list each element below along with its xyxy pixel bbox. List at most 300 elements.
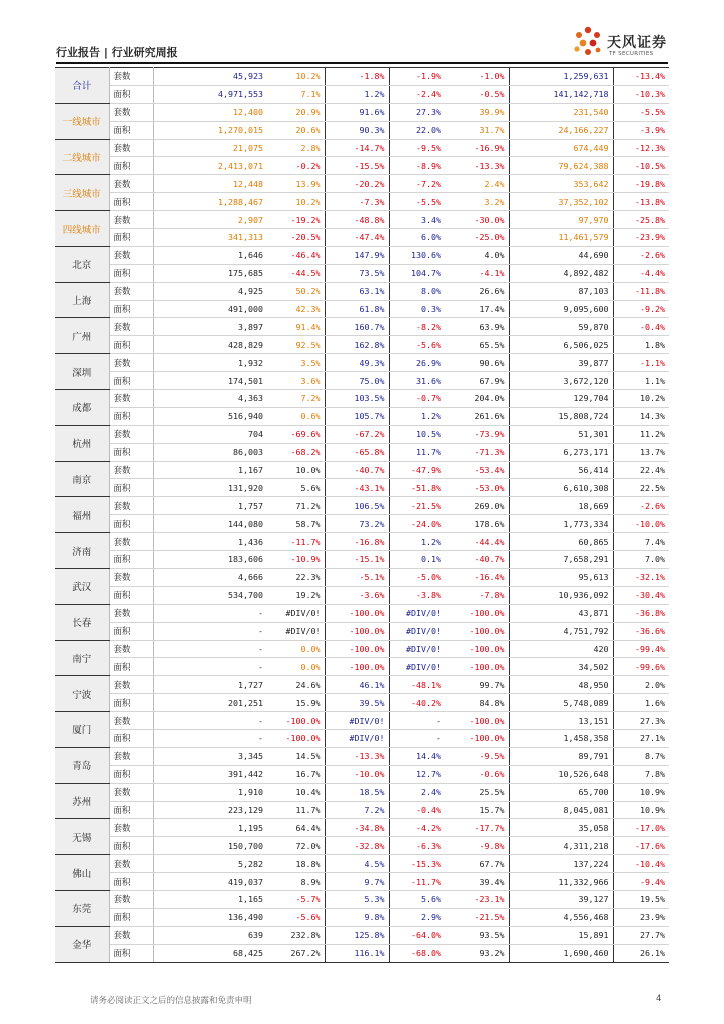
value-cell-v1: 136,490 — [153, 908, 267, 926]
value-cell-v1: 534,700 — [153, 586, 267, 604]
value-cell-v6: 4,556,468 — [509, 908, 613, 926]
logo-mark-icon — [570, 24, 606, 60]
value-cell-v4: -9.5% — [389, 139, 445, 157]
value-cell-v5: -44.4% — [445, 533, 509, 551]
metric-type-cell: 套数 — [109, 139, 153, 157]
value-cell-v3: 9.7% — [325, 873, 389, 891]
value-cell-v6: 39,127 — [509, 890, 613, 908]
value-cell-v5: 67.7% — [445, 855, 509, 873]
value-cell-v1: 1,646 — [153, 246, 267, 264]
value-cell-v5: 63.9% — [445, 318, 509, 336]
metric-type-cell: 套数 — [109, 497, 153, 515]
metric-type-cell: 套数 — [109, 282, 153, 300]
value-cell-v1: 1,165 — [153, 890, 267, 908]
value-cell-v5: 2.4% — [445, 175, 509, 193]
value-cell-v5: 65.5% — [445, 336, 509, 354]
table-row — [55, 819, 669, 837]
value-cell-v2: 0.0% — [267, 658, 325, 676]
value-cell-v6: 1,259,631 — [509, 68, 613, 86]
value-cell-v7: 14.3% — [613, 407, 669, 425]
table-row — [55, 264, 669, 282]
value-cell-v7: -17.6% — [613, 837, 669, 855]
value-cell-v7: -25.8% — [613, 211, 669, 229]
value-cell-v6: 15,808,724 — [509, 407, 613, 425]
value-cell-v4: 1.2% — [389, 407, 445, 425]
metric-type-cell: 套数 — [109, 211, 153, 229]
value-cell-v1: 144,080 — [153, 515, 267, 533]
metric-type-cell: 面积 — [109, 407, 153, 425]
value-cell-v2: 3.5% — [267, 354, 325, 372]
value-cell-v5: -17.7% — [445, 819, 509, 837]
value-cell-v1: 516,940 — [153, 407, 267, 425]
value-cell-v6: 129,704 — [509, 390, 613, 408]
value-cell-v6: 3,672,120 — [509, 372, 613, 390]
table-row — [55, 747, 669, 765]
value-cell-v4: 26.9% — [389, 354, 445, 372]
table-row — [55, 497, 669, 515]
value-cell-v6: 65,700 — [509, 783, 613, 801]
value-cell-v2: 267.2% — [267, 944, 325, 962]
value-cell-v2: 10.2% — [267, 193, 325, 211]
value-cell-v6: 43,871 — [509, 604, 613, 622]
value-cell-v4: 130.6% — [389, 246, 445, 264]
value-cell-v6: 89,791 — [509, 747, 613, 765]
value-cell-v7: -17.0% — [613, 819, 669, 837]
value-cell-v4: 11.7% — [389, 443, 445, 461]
value-cell-v4: 8.0% — [389, 282, 445, 300]
city-name-cell: 佛山 — [55, 855, 109, 891]
value-cell-v2: 92.5% — [267, 336, 325, 354]
value-cell-v5: -16.4% — [445, 568, 509, 586]
header-divider — [56, 62, 668, 64]
value-cell-v7: -13.4% — [613, 68, 669, 86]
value-cell-v7: 22.4% — [613, 461, 669, 479]
value-cell-v1: 2,907 — [153, 211, 267, 229]
value-cell-v3: 75.0% — [325, 372, 389, 390]
value-cell-v1: 1,288,467 — [153, 193, 267, 211]
value-cell-v2: -11.7% — [267, 533, 325, 551]
value-cell-v5: -4.1% — [445, 264, 509, 282]
report-title: 行业报告 | 行业研究周报 — [56, 46, 178, 59]
value-cell-v2: 10.4% — [267, 783, 325, 801]
table-row — [55, 801, 669, 819]
value-cell-v2: 0.6% — [267, 407, 325, 425]
city-name-cell: 广州 — [55, 318, 109, 354]
value-cell-v5: -100.0% — [445, 712, 509, 730]
value-cell-v5: 204.0% — [445, 390, 509, 408]
table-row — [55, 443, 669, 461]
value-cell-v7: 11.2% — [613, 425, 669, 443]
value-cell-v1: 4,925 — [153, 282, 267, 300]
value-cell-v3: -15.1% — [325, 551, 389, 569]
value-cell-v3: 106.5% — [325, 497, 389, 515]
value-cell-v5: -0.5% — [445, 85, 509, 103]
value-cell-v7: 19.5% — [613, 890, 669, 908]
metric-type-cell: 面积 — [109, 193, 153, 211]
value-cell-v1: 131,920 — [153, 479, 267, 497]
value-cell-v5: -71.3% — [445, 443, 509, 461]
value-cell-v1: 1,727 — [153, 676, 267, 694]
value-cell-v2: 5.6% — [267, 479, 325, 497]
value-cell-v2: 13.9% — [267, 175, 325, 193]
metric-type-cell: 面积 — [109, 515, 153, 533]
value-cell-v3: 18.5% — [325, 783, 389, 801]
value-cell-v4: -21.5% — [389, 497, 445, 515]
value-cell-v5: -21.5% — [445, 908, 509, 926]
metric-type-cell: 套数 — [109, 318, 153, 336]
city-name-cell: 济南 — [55, 533, 109, 569]
value-cell-v3: 7.2% — [325, 801, 389, 819]
metric-type-cell: 面积 — [109, 801, 153, 819]
value-cell-v7: -23.9% — [613, 229, 669, 247]
metric-type-cell: 套数 — [109, 568, 153, 586]
value-cell-v2: 11.7% — [267, 801, 325, 819]
value-cell-v2: 18.8% — [267, 855, 325, 873]
value-cell-v1: 4,363 — [153, 390, 267, 408]
table-row — [55, 515, 669, 533]
value-cell-v4: 104.7% — [389, 264, 445, 282]
value-cell-v5: 90.6% — [445, 354, 509, 372]
value-cell-v7: 10.9% — [613, 801, 669, 819]
table-row — [55, 103, 669, 121]
value-cell-v2: -68.2% — [267, 443, 325, 461]
city-name-cell: 东莞 — [55, 890, 109, 926]
value-cell-v4: 14.4% — [389, 747, 445, 765]
table-row — [55, 425, 669, 443]
value-cell-v6: 8,045,081 — [509, 801, 613, 819]
value-cell-v6: 1,458,358 — [509, 729, 613, 747]
value-cell-v6: 60,865 — [509, 533, 613, 551]
value-cell-v2: 71.2% — [267, 497, 325, 515]
city-name-cell: 深圳 — [55, 354, 109, 390]
value-cell-v6: 37,352,102 — [509, 193, 613, 211]
value-cell-v4: 5.6% — [389, 890, 445, 908]
value-cell-v2: #DIV/0! — [267, 622, 325, 640]
city-name-cell: 宁波 — [55, 676, 109, 712]
value-cell-v3: -43.1% — [325, 479, 389, 497]
value-cell-v4: -7.2% — [389, 175, 445, 193]
value-cell-v7: 7.8% — [613, 765, 669, 783]
value-cell-v4: -8.2% — [389, 318, 445, 336]
value-cell-v3: -67.2% — [325, 425, 389, 443]
value-cell-v3: 73.5% — [325, 264, 389, 282]
table-row — [55, 175, 669, 193]
value-cell-v5: -53.0% — [445, 479, 509, 497]
value-cell-v6: 51,301 — [509, 425, 613, 443]
value-cell-v7: -30.4% — [613, 586, 669, 604]
value-cell-v2: -0.2% — [267, 157, 325, 175]
value-cell-v4: -47.9% — [389, 461, 445, 479]
table-row — [55, 551, 669, 569]
value-cell-v5: -100.0% — [445, 640, 509, 658]
value-cell-v1: 175,685 — [153, 264, 267, 282]
value-cell-v2: -100.0% — [267, 712, 325, 730]
value-cell-v2: -5.7% — [267, 890, 325, 908]
value-cell-v4: -2.4% — [389, 85, 445, 103]
value-cell-v1: 3,345 — [153, 747, 267, 765]
value-cell-v6: 1,773,334 — [509, 515, 613, 533]
table-row — [55, 372, 669, 390]
value-cell-v4: 0.3% — [389, 300, 445, 318]
value-cell-v1: 1,757 — [153, 497, 267, 515]
metric-type-cell: 套数 — [109, 819, 153, 837]
value-cell-v2: 72.0% — [267, 837, 325, 855]
value-cell-v6: 6,506,025 — [509, 336, 613, 354]
table-row — [55, 85, 669, 103]
value-cell-v3: -10.0% — [325, 765, 389, 783]
value-cell-v7: 8.7% — [613, 747, 669, 765]
city-name-cell: 武汉 — [55, 568, 109, 604]
value-cell-v6: 24,166,227 — [509, 121, 613, 139]
value-cell-v6: 13,151 — [509, 712, 613, 730]
value-cell-v3: 63.1% — [325, 282, 389, 300]
value-cell-v1: - — [153, 622, 267, 640]
value-cell-v3: -16.8% — [325, 533, 389, 551]
value-cell-v6: 9,095,600 — [509, 300, 613, 318]
value-cell-v4: -3.8% — [389, 586, 445, 604]
value-cell-v5: 84.8% — [445, 694, 509, 712]
value-cell-v1: 21,075 — [153, 139, 267, 157]
value-cell-v7: -9.4% — [613, 873, 669, 891]
value-cell-v2: -19.2% — [267, 211, 325, 229]
value-cell-v3: -47.4% — [325, 229, 389, 247]
value-cell-v6: 11,332,966 — [509, 873, 613, 891]
value-cell-v5: -100.0% — [445, 729, 509, 747]
value-cell-v4: 1.2% — [389, 533, 445, 551]
metric-type-cell: 面积 — [109, 336, 153, 354]
value-cell-v7: -1.1% — [613, 354, 669, 372]
value-cell-v4: #DIV/0! — [389, 622, 445, 640]
value-cell-v7: 1.6% — [613, 694, 669, 712]
value-cell-v3: 162.8% — [325, 336, 389, 354]
value-cell-v7: -10.4% — [613, 855, 669, 873]
value-cell-v4: #DIV/0! — [389, 640, 445, 658]
value-cell-v2: 22.3% — [267, 568, 325, 586]
value-cell-v3: -100.0% — [325, 658, 389, 676]
value-cell-v7: 27.1% — [613, 729, 669, 747]
value-cell-v2: 7.1% — [267, 85, 325, 103]
footer-disclaimer: 请务必阅读正文之后的信息披露和免责申明 — [90, 996, 252, 1006]
value-cell-v2: 24.6% — [267, 676, 325, 694]
value-cell-v6: 97,970 — [509, 211, 613, 229]
city-name-cell: 上海 — [55, 282, 109, 318]
value-cell-v4: -4.2% — [389, 819, 445, 837]
table-row — [55, 729, 669, 747]
page-number: 4 — [656, 994, 662, 1004]
metric-type-cell: 套数 — [109, 246, 153, 264]
value-cell-v2: 50.2% — [267, 282, 325, 300]
table-row — [55, 568, 669, 586]
value-cell-v1: 223,129 — [153, 801, 267, 819]
value-cell-v6: 34,502 — [509, 658, 613, 676]
value-cell-v3: 103.5% — [325, 390, 389, 408]
value-cell-v6: 4,892,482 — [509, 264, 613, 282]
city-name-cell: 苏州 — [55, 783, 109, 819]
table-row — [55, 586, 669, 604]
value-cell-v6: 11,461,579 — [509, 229, 613, 247]
value-cell-v6: 87,103 — [509, 282, 613, 300]
metric-type-cell: 面积 — [109, 622, 153, 640]
city-name-cell: 福州 — [55, 497, 109, 533]
value-cell-v4: -8.9% — [389, 157, 445, 175]
value-cell-v6: 10,526,648 — [509, 765, 613, 783]
city-name-cell: 厦门 — [55, 712, 109, 748]
value-cell-v1: 4,971,553 — [153, 85, 267, 103]
value-cell-v6: 79,624,388 — [509, 157, 613, 175]
value-cell-v6: 15,891 — [509, 926, 613, 944]
value-cell-v3: 1.2% — [325, 85, 389, 103]
value-cell-v1: 1,270,015 — [153, 121, 267, 139]
value-cell-v7: -32.1% — [613, 568, 669, 586]
value-cell-v1: 1,436 — [153, 533, 267, 551]
value-cell-v7: 7.0% — [613, 551, 669, 569]
value-cell-v7: 13.7% — [613, 443, 669, 461]
value-cell-v5: 269.0% — [445, 497, 509, 515]
value-cell-v6: 39,877 — [509, 354, 613, 372]
value-cell-v5: -0.6% — [445, 765, 509, 783]
value-cell-v4: -1.9% — [389, 68, 445, 86]
value-cell-v2: 10.2% — [267, 68, 325, 86]
value-cell-v7: 10.9% — [613, 783, 669, 801]
value-cell-v3: 160.7% — [325, 318, 389, 336]
value-cell-v6: 4,751,792 — [509, 622, 613, 640]
value-cell-v3: 46.1% — [325, 676, 389, 694]
value-cell-v4: 31.6% — [389, 372, 445, 390]
table-row — [55, 354, 669, 372]
value-cell-v4: -0.7% — [389, 390, 445, 408]
table-row — [55, 68, 669, 86]
table-row — [55, 658, 669, 676]
value-cell-v6: 44,690 — [509, 246, 613, 264]
value-cell-v4: -15.3% — [389, 855, 445, 873]
metric-type-cell: 面积 — [109, 586, 153, 604]
table-row — [55, 390, 669, 408]
value-cell-v2: -46.4% — [267, 246, 325, 264]
value-cell-v1: 183,606 — [153, 551, 267, 569]
value-cell-v6: 10,936,092 — [509, 586, 613, 604]
value-cell-v4: 2.9% — [389, 908, 445, 926]
value-cell-v3: -65.8% — [325, 443, 389, 461]
value-cell-v1: 491,000 — [153, 300, 267, 318]
value-cell-v5: -9.5% — [445, 747, 509, 765]
value-cell-v2: -10.9% — [267, 551, 325, 569]
value-cell-v1: 639 — [153, 926, 267, 944]
metric-type-cell: 面积 — [109, 908, 153, 926]
table-body — [55, 68, 669, 963]
value-cell-v5: 4.0% — [445, 246, 509, 264]
value-cell-v5: -53.4% — [445, 461, 509, 479]
value-cell-v3: -1.8% — [325, 68, 389, 86]
value-cell-v7: 27.7% — [613, 926, 669, 944]
value-cell-v1: 1,167 — [153, 461, 267, 479]
value-cell-v2: 20.6% — [267, 121, 325, 139]
value-cell-v3: -100.0% — [325, 622, 389, 640]
table-row — [55, 676, 669, 694]
value-cell-v3: 125.8% — [325, 926, 389, 944]
metric-type-cell: 面积 — [109, 479, 153, 497]
metric-type-cell: 面积 — [109, 551, 153, 569]
value-cell-v5: 39.9% — [445, 103, 509, 121]
value-cell-v5: 93.2% — [445, 944, 509, 962]
value-cell-v5: -100.0% — [445, 604, 509, 622]
value-cell-v2: 8.9% — [267, 873, 325, 891]
value-cell-v7: 10.2% — [613, 390, 669, 408]
metric-type-cell: 套数 — [109, 68, 153, 86]
value-cell-v2: 20.9% — [267, 103, 325, 121]
metric-type-cell: 套数 — [109, 533, 153, 551]
metric-type-cell: 套数 — [109, 890, 153, 908]
value-cell-v7: -3.9% — [613, 121, 669, 139]
value-cell-v5: 67.9% — [445, 372, 509, 390]
table-row — [55, 908, 669, 926]
value-cell-v6: 420 — [509, 640, 613, 658]
metric-type-cell: 套数 — [109, 783, 153, 801]
value-cell-v1: 150,700 — [153, 837, 267, 855]
value-cell-v5: 15.7% — [445, 801, 509, 819]
value-cell-v6: 674,449 — [509, 139, 613, 157]
metric-type-cell: 套数 — [109, 855, 153, 873]
table-row — [55, 604, 669, 622]
value-cell-v5: 39.4% — [445, 873, 509, 891]
metric-type-cell: 面积 — [109, 837, 153, 855]
value-cell-v5: -30.0% — [445, 211, 509, 229]
value-cell-v3: 49.3% — [325, 354, 389, 372]
value-cell-v2: 14.5% — [267, 747, 325, 765]
value-cell-v3: 116.1% — [325, 944, 389, 962]
table-row — [55, 855, 669, 873]
value-cell-v4: -51.8% — [389, 479, 445, 497]
housing-sales-table — [55, 67, 669, 963]
value-cell-v4: - — [389, 729, 445, 747]
metric-type-cell: 套数 — [109, 175, 153, 193]
metric-type-cell: 套数 — [109, 926, 153, 944]
value-cell-v6: 5,748,089 — [509, 694, 613, 712]
metric-type-cell: 套数 — [109, 747, 153, 765]
value-cell-v4: -40.2% — [389, 694, 445, 712]
value-cell-v3: 90.3% — [325, 121, 389, 139]
value-cell-v5: 261.6% — [445, 407, 509, 425]
value-cell-v5: -100.0% — [445, 622, 509, 640]
value-cell-v3: #DIV/0! — [325, 729, 389, 747]
metric-type-cell: 套数 — [109, 676, 153, 694]
value-cell-v3: 9.8% — [325, 908, 389, 926]
table-row — [55, 783, 669, 801]
value-cell-v1: - — [153, 658, 267, 676]
value-cell-v4: -48.1% — [389, 676, 445, 694]
table-row — [55, 533, 669, 551]
value-cell-v1: 428,829 — [153, 336, 267, 354]
value-cell-v5: -9.8% — [445, 837, 509, 855]
value-cell-v7: -4.4% — [613, 264, 669, 282]
value-cell-v5: 99.7% — [445, 676, 509, 694]
value-cell-v4: 27.3% — [389, 103, 445, 121]
value-cell-v5: 25.5% — [445, 783, 509, 801]
housing-sales-table-container — [55, 67, 669, 963]
value-cell-v7: -19.8% — [613, 175, 669, 193]
city-name-cell: 南宁 — [55, 640, 109, 676]
value-cell-v3: -40.7% — [325, 461, 389, 479]
value-cell-v2: 15.9% — [267, 694, 325, 712]
value-cell-v4: - — [389, 712, 445, 730]
table-row — [55, 193, 669, 211]
metric-type-cell: 面积 — [109, 694, 153, 712]
value-cell-v7: -10.5% — [613, 157, 669, 175]
value-cell-v7: 27.3% — [613, 712, 669, 730]
value-cell-v1: 12,448 — [153, 175, 267, 193]
value-cell-v3: -13.3% — [325, 747, 389, 765]
value-cell-v7: 7.4% — [613, 533, 669, 551]
value-cell-v1: 391,442 — [153, 765, 267, 783]
